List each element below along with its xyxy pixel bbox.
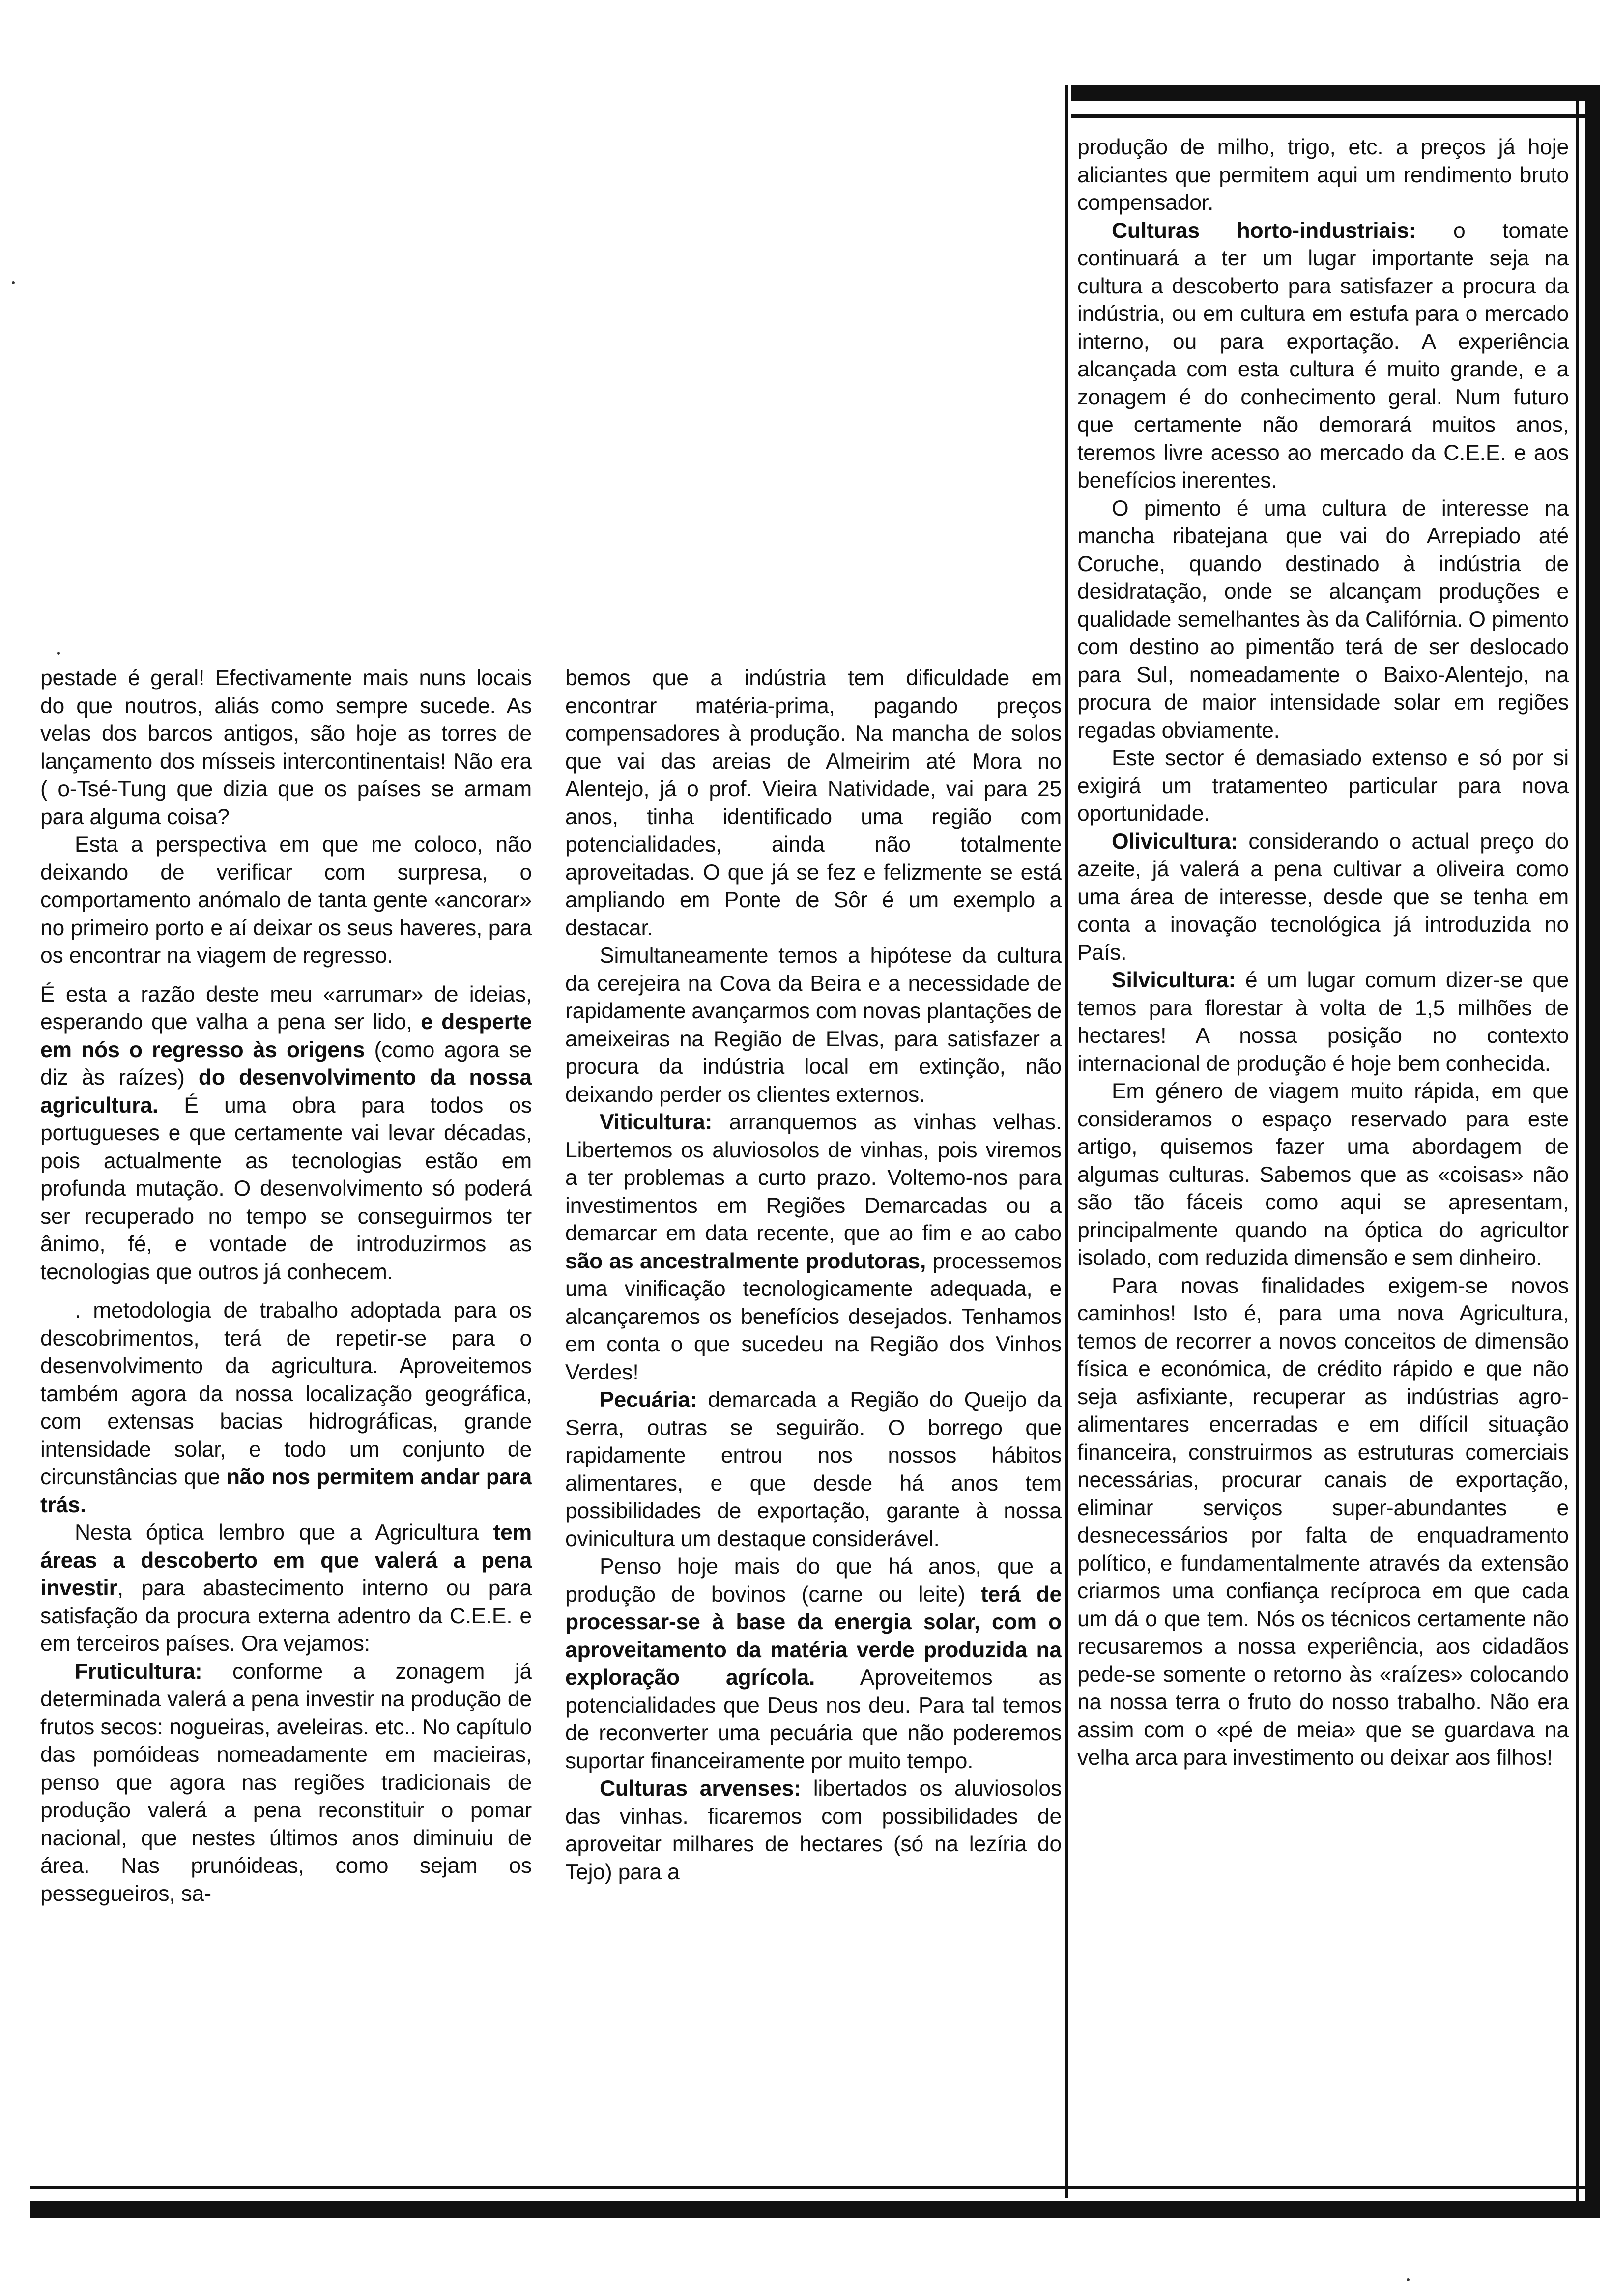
bold-text-run: Culturas horto-industriais: — [1112, 218, 1416, 243]
text-column-2 — [565, 664, 1062, 1886]
text-run: é um lugar comum dizer-se que temos para florestar à volta de 1,5 milhões de hectares! A nossa posição no contexto internacional de produção é hoje bem conhecida. — [1077, 968, 1569, 1076]
bold-text-run: não nos permitem andar para trás. — [40, 1465, 532, 1517]
text-run: conforme a zonagem já determinada valerá a pena investir na produção de frutos secos: nogueiras, aveleiras. etc.. No capítulo das pomóideas nomeadamente em macieiras, penso que agora nas regiões tradicionais de produção valerá a pena reconstituir o pomar nacional, que nestes últimos anos diminuiu de área. Nas prunóideas, como sejam os pessegueiros, sa- — [40, 1659, 532, 1906]
text-run: Aproveitemos as potencialidades que Deus nos deu. Para tal temos de reconverter uma pecuária que não poderemos suportar financeiramente por muito tempo. — [565, 1665, 1062, 1773]
scan-speck — [57, 652, 60, 655]
text-run: . metodologia de trabalho adoptada para os descobrimentos, terá de repetir-se para o desenvolvimento da agricultura. Aproveitemos também agora da nossa localização geográfica, com extensas bacias hidrográficas, grande intensidade solar, e todo um conjunto de circunstâncias que — [40, 1298, 532, 1489]
article-paragraph — [40, 664, 532, 831]
box-top-rule — [1071, 85, 1597, 101]
bold-text-run: Silvicultura: — [1112, 968, 1236, 992]
article-paragraph — [1077, 1078, 1569, 1272]
bold-text-run: e desperte em nós o regresso às origens — [40, 1010, 532, 1062]
text-run: o tomate continuará a ter um lugar importante seja na cultura a descoberto para satisfazer a procura da indústria, ou em cultura em estufa para o mercado interno, ou para exportação. A experiência alcançada com esta cultura é muito grande, e a zonagem é do conhecimento geral. Num futuro que certamente não demorará muitos anos, teremos livre acesso ao mercado da C.E.E. e aos benefícios inerentes. — [1077, 218, 1569, 492]
text-run: É uma obra para todos os portugueses e que certamente vai levar décadas, pois actualmente as tecnologias estão em profunda mutação. O desenvolvimento só poderá ser recuperado no tempo se conseguirmos ter ânimo, fé, e vontade de introduzirmos as tecnologias que outros já conhecem. — [40, 1093, 532, 1284]
text-run: bemos que a indústria tem dificuldade em encontrar matéria-prima, pagando preços compensadores à produção. Na mancha de solos que vai das areias de Almeirim até Mora no Alentejo, já o prof. Vieira Natividade, vai para 25 anos, tinha identificado uma região com potencialidades, ainda não totalmente aproveitadas. O que já se fez e felizmente se está ampliando em Ponte de Sôr é um exemplo a destacar. — [565, 666, 1062, 940]
box-top-thin-rule — [1071, 114, 1597, 118]
bold-text-run: do desenvolvimento da nossa agricultura. — [40, 1065, 532, 1118]
text-run: Para novas finalidades exigem-se novos caminhos! Isto é, para uma nova Agricultura, temos de recorrer a novos conceitos de dimensão física e económica, de crédito rápido e que não seja asfixiante, recuperar as indústrias agro-alimentares encerradas e em difícil situação financeira, construirmos as estruturas comerciais necessárias, procurar canais de exportação, eliminar serviços super-abundantes e desnecessários por falta de enquadramento político, e fundamentalmente através da extensão criarmos uma confiança recíproca em que cada um dá o que tem. Nós os técnicos certamente não recusaremos a nossa experiência, aos cidadãos pede-se somente o retorno às «raízes» colocando na nossa terra o fruto do nosso trabalho. Não era assim com o «pé de meia» que se guardava na velha arca para investimento ou deixar aos filhos! — [1077, 1273, 1569, 1770]
text-run: pestade é geral! Efectivamente mais nuns locais do que noutros, aliás como sempre sucede. As velas dos barcos antigos, são hoje as torres de lançamento dos mísseis intercontinentais! Não era ( o-Tsé-Tung que dizia que os países se armam para alguma coisa? — [40, 666, 532, 829]
bold-text-run: terá de processar-se à base da energia solar, com o aproveitamento da matéria verde produzida na exploração agrícola. — [565, 1582, 1062, 1690]
text-run: , para abastecimento interno ou para satisfação da procura externa adentro da C.E.E. e em terceiros países. Ora vejamos: — [40, 1576, 532, 1656]
article-paragraph — [565, 1553, 1062, 1775]
bottom-thin-rule — [30, 2186, 1600, 2189]
article-paragraph — [1077, 134, 1569, 217]
bold-text-run: são as ancestralmente produtoras, — [565, 1249, 926, 1273]
article-paragraph — [40, 831, 532, 970]
text-run: O pimento é uma cultura de interesse na mancha ribatejana que vai do Arrepiado até Coruche, quando destinado à indústria de desidratação, onde se alcançam produções e qualidade semelhantes às da Califórnia. O pimento com destino ao pimentão terá de ser deslocado para Sul, nomeadamente o Baixo-Alentejo, na procura de maior intensidade solar em regiões regadas obviamente. — [1077, 496, 1569, 743]
text-run: É esta a razão deste meu «arrumar» de ideias, esperando que valha a pena ser lido, — [40, 982, 532, 1034]
article-paragraph — [1077, 745, 1569, 828]
article-paragraph — [40, 981, 532, 1287]
text-column-3-boxed — [1077, 134, 1569, 1772]
box-right-thin-rule — [1576, 101, 1579, 2203]
box-left-rule — [1065, 85, 1068, 2198]
article-paragraph — [40, 1658, 532, 1908]
text-run: demarcada a Região do Queijo da Serra, outras se seguirão. O borrego que rapidamente entrou nos nossos hábitos alimentares, e que desde há anos tem possibilidades de exportação, garante à nossa ovinicultura um destaque considerável. — [565, 1388, 1062, 1551]
article-paragraph — [1077, 495, 1569, 745]
article-paragraph — [40, 1519, 532, 1658]
article-paragraph — [565, 1386, 1062, 1553]
text-run: Penso hoje mais do que há anos, que a produção de bovinos (carne ou leite) — [565, 1554, 1062, 1607]
bottom-thick-rule — [30, 2201, 1600, 2218]
article-paragraph — [565, 1775, 1062, 1886]
text-run: Simultaneamente temos a hipótese da cultura da cerejeira na Cova da Beira e a necessidade de rapidamente avançarmos com novas plantações de ameixeiras na Região de Elvas, para satisfazer a procura da indústria local em extinção, não deixando perder os clientes externos. — [565, 944, 1062, 1107]
text-run: Esta a perspectiva em que me coloco, não deixando de verificar com surpresa, o comportamento anómalo de tanta gente «ancorar» no primeiro porto e aí deixar os seus haveres, para os encontrar na viagem de regresso. — [40, 832, 532, 968]
article-paragraph — [565, 1109, 1062, 1386]
bold-text-run: Pecuária: — [600, 1388, 697, 1412]
bold-text-run: Fruticultura: — [75, 1659, 202, 1684]
text-run: Este sector é demasiado extenso e só por si exigirá um tratamenteo particular para nova oportunidade. — [1077, 746, 1569, 826]
text-run: Nesta óptica lembro que a Agricultura — [75, 1521, 493, 1545]
bold-text-run: Culturas arvenses: — [600, 1777, 801, 1801]
scan-speck — [1407, 2278, 1410, 2281]
text-run: (como agora se diz às raízes) — [40, 1037, 532, 1090]
text-column-1 — [40, 664, 532, 1908]
bold-text-run: tem áreas a descoberto em que valerá a pena investir — [40, 1521, 532, 1600]
text-run: Em género de viagem muito rápida, em que consideramos o espaço reservado para este artigo, quisemos fazer uma abordagem de algumas culturas. Sabemos que as «coisas» não são tão fáceis como aqui se apresentam, principalmente quando na óptica do agricultor isolado, com reduzida dimensão e sem dinheiro. — [1077, 1079, 1569, 1270]
bold-text-run: Viticultura: — [600, 1110, 713, 1134]
box-right-rule — [1585, 85, 1600, 2212]
bold-text-run: Olivicultura: — [1112, 829, 1238, 854]
article-paragraph — [1077, 828, 1569, 967]
article-paragraph — [565, 664, 1062, 942]
article-paragraph — [1077, 1272, 1569, 1772]
article-paragraph — [1077, 217, 1569, 495]
text-run: produção de milho, trigo, etc. a preços já hoje aliciantes que permitem aqui um rendimento bruto compensador. — [1077, 135, 1569, 215]
article-paragraph — [1077, 967, 1569, 1078]
article-paragraph — [565, 942, 1062, 1109]
text-run: arranquemos as vinhas velhas. Libertemos os aluviosolos de vinhas, pois viremos a ter problemas a curto prazo. Voltemo-nos para investimentos em Regiões Demarcadas ou a demarcar em data recente, que ao fim e ao cabo — [565, 1110, 1062, 1245]
text-run: processemos uma vinificação tecnologicamente adequada, e alcançaremos os benefícios desejados. Tenhamos em conta o que sucedeu na Região dos Vinhos Verdes! — [565, 1249, 1062, 1384]
text-run: libertados os aluviosolos das vinhas. ficaremos com possibilidades de aproveitar milhares de hectares (só na lezíria do Tejo) para a — [565, 1777, 1062, 1884]
text-run: considerando o actual preço do azeite, já valerá a pena cultivar a oliveira como uma área de interesse, desde que se tenha em conta a inovação tecnológica já introduzida no País. — [1077, 829, 1569, 965]
article-paragraph — [40, 1297, 532, 1519]
scan-speck — [12, 281, 15, 284]
